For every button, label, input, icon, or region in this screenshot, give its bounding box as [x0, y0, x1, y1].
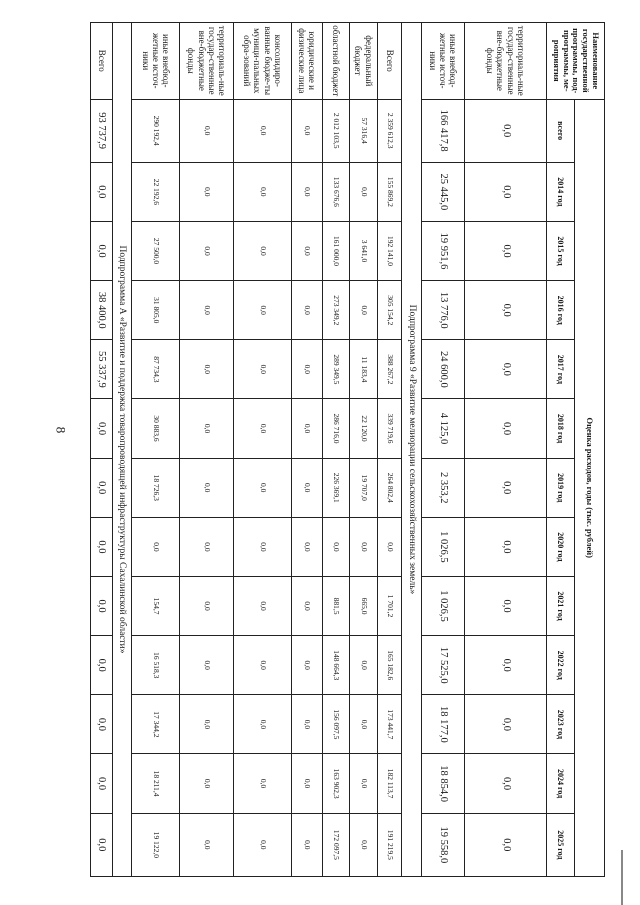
header-year-8: 2021 год: [547, 576, 575, 635]
header-year-1: 2014 год: [547, 162, 575, 221]
value-cell: 4 125,0: [421, 399, 464, 458]
value-cell: 161 000,0: [323, 221, 350, 280]
value-cell: 0,0: [180, 458, 234, 517]
value-cell: 0,0: [349, 695, 378, 754]
table-row: [291, 23, 322, 877]
header-year-3: 2016 год: [547, 281, 575, 340]
value-cell: 0,0: [233, 221, 291, 280]
value-cell: 57 316,4: [349, 99, 378, 162]
value-cell: 273 349,2: [323, 281, 350, 340]
value-cell: 2 353,2: [421, 458, 464, 517]
value-cell: 0,0: [349, 754, 378, 813]
value-cell: 0,0: [91, 458, 113, 517]
header-year-2: 2015 год: [547, 221, 575, 280]
value-cell: 289 349,5: [323, 340, 350, 399]
header-year-6: 2019 год: [547, 458, 575, 517]
value-cell: 0,0: [233, 517, 291, 576]
value-cell: 0,0: [291, 162, 322, 221]
row-label: Всего: [378, 23, 402, 100]
header-cost-group: Оценка расходов, годы (тыс. рублей): [575, 99, 605, 876]
table-row: [323, 23, 350, 877]
value-cell: 24 600,0: [421, 340, 464, 399]
value-cell: 17 525,0: [421, 636, 464, 695]
value-cell: 0,0: [291, 754, 322, 813]
row-label: иные внебюд-жетные источ-ники: [421, 23, 464, 100]
value-cell: 0,0: [180, 281, 234, 340]
header-year-4: 2017 год: [547, 340, 575, 399]
value-cell: 226 369,1: [323, 458, 350, 517]
value-cell: 0,0: [91, 517, 113, 576]
value-cell: 148 664,3: [323, 636, 350, 695]
value-cell: 27 500,0: [132, 221, 180, 280]
value-cell: 133 676,6: [323, 162, 350, 221]
value-cell: 0,0: [291, 695, 322, 754]
value-cell: 0,0: [323, 517, 350, 576]
header-name-column: Наименование государственной программы, под-программы, ме-роприятия: [547, 23, 605, 100]
value-cell: 154,7: [132, 576, 180, 635]
value-cell: 22 192,6: [132, 162, 180, 221]
value-cell: 0,0: [464, 340, 546, 399]
value-cell: 0,0: [180, 340, 234, 399]
row-label: федеральный бюджет: [349, 23, 378, 100]
value-cell: 0,0: [464, 754, 546, 813]
value-cell: 165 182,6: [378, 636, 402, 695]
value-cell: 2 012 103,5: [323, 99, 350, 162]
table-row: [421, 23, 464, 877]
value-cell: 0,0: [349, 517, 378, 576]
value-cell: 881,5: [323, 576, 350, 635]
value-cell: 11 183,4: [349, 340, 378, 399]
value-cell: 16 518,3: [132, 636, 180, 695]
value-cell: 0,0: [180, 636, 234, 695]
header-years-row: [547, 23, 575, 877]
value-cell: 55 337,9: [91, 340, 113, 399]
value-cell: 0,0: [233, 813, 291, 876]
value-cell: 1 026,5: [421, 576, 464, 635]
value-cell: 172 097,5: [323, 813, 350, 876]
value-cell: 0,0: [91, 754, 113, 813]
value-cell: 0,0: [464, 458, 546, 517]
value-cell: 19 707,0: [349, 458, 378, 517]
value-cell: 0,0: [349, 636, 378, 695]
value-cell: 0,0: [291, 281, 322, 340]
value-cell: 0,0: [180, 99, 234, 162]
value-cell: 0,0: [180, 399, 234, 458]
value-cell: 0,0: [233, 636, 291, 695]
value-cell: 0,0: [349, 813, 378, 876]
value-cell: 286 716,0: [323, 399, 350, 458]
value-cell: 0,0: [464, 636, 546, 695]
value-cell: 0,0: [291, 458, 322, 517]
value-cell: 0,0: [180, 576, 234, 635]
value-cell: 17 344,2: [132, 695, 180, 754]
value-cell: 339 719,6: [378, 399, 402, 458]
value-cell: 192 141,0: [378, 221, 402, 280]
value-cell: 173 441,7: [378, 695, 402, 754]
value-cell: 0,0: [180, 517, 234, 576]
value-cell: 87 734,3: [132, 340, 180, 399]
table-row: [91, 23, 113, 877]
value-cell: 0,0: [464, 517, 546, 576]
scan-edge-mark: [621, 850, 623, 905]
value-cell: 0,0: [233, 576, 291, 635]
header-year-9: 2022 год: [547, 636, 575, 695]
value-cell: 0,0: [464, 576, 546, 635]
value-cell: 18 177,0: [421, 695, 464, 754]
value-cell: 2 359 612,3: [378, 99, 402, 162]
value-cell: 388 267,2: [378, 340, 402, 399]
value-cell: 0,0: [233, 754, 291, 813]
value-cell: 156 097,5: [323, 695, 350, 754]
row-label: иные внебюд-жетные источ-ники: [132, 23, 180, 100]
value-cell: 191 219,5: [378, 813, 402, 876]
header-year-10: 2023 год: [547, 695, 575, 754]
value-cell: 0,0: [233, 162, 291, 221]
table-row: [233, 23, 291, 877]
value-cell: 182 113,7: [378, 754, 402, 813]
value-cell: 0,0: [233, 340, 291, 399]
value-cell: 264 802,4: [378, 458, 402, 517]
value-cell: 665,0: [349, 576, 378, 635]
value-cell: 0,0: [91, 399, 113, 458]
value-cell: 18 854,0: [421, 754, 464, 813]
value-cell: 0,0: [233, 281, 291, 340]
value-cell: 0,0: [291, 99, 322, 162]
value-cell: 0,0: [291, 576, 322, 635]
value-cell: 0,0: [291, 340, 322, 399]
value-cell: 19 558,0: [421, 813, 464, 876]
table-row: [132, 23, 180, 877]
value-cell: 22 120,0: [349, 399, 378, 458]
value-cell: 18 726,3: [132, 458, 180, 517]
value-cell: 93 737,9: [91, 99, 113, 162]
value-cell: 0,0: [91, 636, 113, 695]
value-cell: 0,0: [291, 517, 322, 576]
table-row: [464, 23, 546, 877]
value-cell: 0,0: [464, 221, 546, 280]
value-cell: 0,0: [233, 399, 291, 458]
value-cell: 0,0: [132, 517, 180, 576]
header-year-12: 2025 год: [547, 813, 575, 876]
value-cell: 13 776,0: [421, 281, 464, 340]
subprogram-a-title: Подпрограмма А «Развитие и поддержка товаропроводящей инфраструктуры Сахалинской области»: [112, 23, 131, 877]
value-cell: 0,0: [180, 813, 234, 876]
value-cell: 0,0: [378, 517, 402, 576]
value-cell: 0,0: [180, 754, 234, 813]
value-cell: 25 445,0: [421, 162, 464, 221]
value-cell: 30 883,6: [132, 399, 180, 458]
value-cell: 0,0: [91, 221, 113, 280]
value-cell: 0,0: [180, 162, 234, 221]
value-cell: 19 122,0: [132, 813, 180, 876]
page-number: 8: [53, 426, 69, 434]
value-cell: 0,0: [464, 99, 546, 162]
value-cell: 18 211,4: [132, 754, 180, 813]
value-cell: 0,0: [91, 576, 113, 635]
value-cell: 0,0: [180, 221, 234, 280]
row-label: юридические и физические лица: [291, 23, 322, 100]
table-row: [180, 23, 234, 877]
header-year-11: 2024 год: [547, 754, 575, 813]
value-cell: 0,0: [91, 695, 113, 754]
value-cell: 0,0: [349, 162, 378, 221]
value-cell: 0,0: [91, 813, 113, 876]
value-cell: 155 869,2: [378, 162, 402, 221]
subprogram-9-title: Подпрограмма 9 «Развитие мелиорации сельскохозяйственных земель»: [402, 23, 421, 877]
value-cell: 0,0: [291, 399, 322, 458]
value-cell: 38 400,0: [91, 281, 113, 340]
value-cell: 1 026,5: [421, 517, 464, 576]
table-row: [378, 23, 402, 877]
value-cell: 0,0: [180, 695, 234, 754]
expense-table: [90, 22, 605, 877]
row-label: Всего: [91, 23, 113, 100]
value-cell: 3 641,0: [349, 221, 378, 280]
header-year-7: 2020 год: [547, 517, 575, 576]
subprogram-9-title-row: [402, 23, 421, 877]
header-year-5: 2018 год: [547, 399, 575, 458]
row-label: территориаль-ные государ-ственные вне-бюджетные фонды: [180, 23, 234, 100]
value-cell: 0,0: [464, 399, 546, 458]
value-cell: 0,0: [233, 99, 291, 162]
value-cell: 0,0: [464, 813, 546, 876]
value-cell: 0,0: [349, 281, 378, 340]
value-cell: 166 417,8: [421, 99, 464, 162]
value-cell: 0,0: [291, 221, 322, 280]
value-cell: 1 701,2: [378, 576, 402, 635]
value-cell: 305 154,2: [378, 281, 402, 340]
table-row: [349, 23, 378, 877]
value-cell: 0,0: [291, 813, 322, 876]
subprogram-a-title-row: [112, 23, 131, 877]
row-label: территориаль-ные государ-ственные вне-бюджетные фонды: [464, 23, 546, 100]
value-cell: 0,0: [91, 162, 113, 221]
value-cell: 0,0: [291, 636, 322, 695]
row-label: консолидиро-ванные бюдже-ты муници-пальных обра-зований: [233, 23, 291, 100]
value-cell: 0,0: [464, 281, 546, 340]
value-cell: 0,0: [464, 695, 546, 754]
table-body: [91, 23, 547, 877]
row-label: областной бюджет: [323, 23, 350, 100]
value-cell: 0,0: [233, 458, 291, 517]
rotated-page: [90, 22, 605, 877]
value-cell: 0,0: [233, 695, 291, 754]
value-cell: 290 192,4: [132, 99, 180, 162]
value-cell: 0,0: [464, 162, 546, 221]
value-cell: 31 805,0: [132, 281, 180, 340]
value-cell: 163 902,3: [323, 754, 350, 813]
value-cell: 19 951,6: [421, 221, 464, 280]
header-year-0: всего: [547, 99, 575, 162]
